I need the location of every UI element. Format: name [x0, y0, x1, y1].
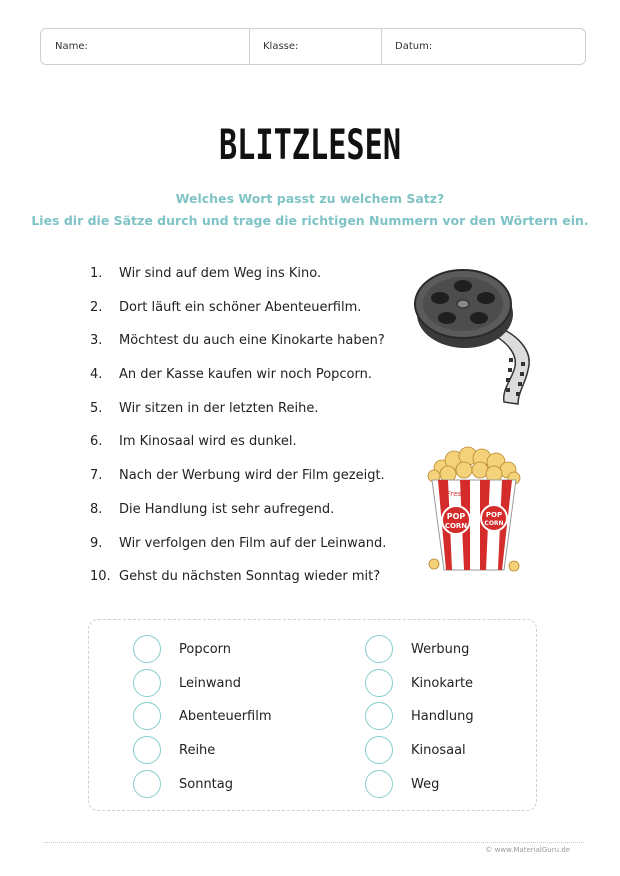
sentence-text: Wir sitzen in der letzten Reihe.: [119, 400, 319, 416]
sentence-text: Dort läuft ein schöner Abenteuerfilm.: [119, 299, 362, 315]
answer-circle[interactable]: [365, 635, 393, 663]
sentence-text: Im Kinosaal wird es dunkel.: [119, 434, 297, 450]
popcorn-icon: [424, 446, 524, 574]
sentence-item: [90, 401, 386, 435]
date-label: Datum:: [395, 41, 433, 52]
sentence-text: Möchtest du auch eine Kinokarte haben?: [119, 333, 385, 349]
answer-circle[interactable]: [133, 702, 161, 730]
sentence-item: [90, 434, 386, 468]
sentence-number: 5.: [90, 400, 103, 416]
sentence-text: Die Handlung ist sehr aufregend.: [119, 501, 335, 517]
word-label: Weg: [411, 776, 440, 792]
class-label: Klasse:: [263, 41, 299, 52]
word-item: [133, 668, 241, 698]
word-label: Kinosaal: [411, 742, 466, 758]
word-label: Sonntag: [179, 776, 233, 792]
word-label: Kinokarte: [411, 675, 474, 691]
word-item: [365, 668, 473, 698]
popcorn-brand-line1-right: POP: [485, 511, 503, 519]
word-label: Abenteuerfilm: [179, 708, 272, 724]
popcorn-brand-line1: POP: [446, 512, 466, 521]
word-label: Leinwand: [179, 675, 241, 691]
answer-circle[interactable]: [365, 669, 393, 697]
sentence-number: 6.: [90, 434, 103, 450]
sentence-number: 8.: [90, 501, 103, 517]
footer-copyright: © www.MaterialGuru.de: [485, 846, 570, 854]
sentence-number: 4.: [90, 367, 103, 383]
word-item: [133, 769, 233, 799]
sentence-number: 3.: [90, 333, 103, 349]
sentence-item: [90, 502, 386, 536]
instruction-text: Lies dir die Sätze durch und trage die richtigen Nummern vor den Wörtern ein.: [31, 213, 589, 228]
word-matching-box: [88, 619, 537, 811]
answer-circle[interactable]: [133, 669, 161, 697]
sentence-text: Nach der Werbung wird der Film gezeigt.: [119, 468, 385, 484]
word-item: [133, 701, 272, 731]
word-item: [133, 735, 215, 765]
answer-circle[interactable]: [365, 736, 393, 764]
sentence-item: [90, 468, 386, 502]
sentence-number: 2.: [90, 299, 103, 315]
name-label: Name:: [55, 41, 88, 52]
sentence-item: [90, 569, 386, 603]
word-label: Handlung: [411, 708, 474, 724]
sentence-text: Gehst du nächsten Sonntag wieder mit?: [119, 569, 381, 585]
word-item: [365, 769, 439, 799]
header-divider: [249, 29, 250, 64]
answer-circle[interactable]: [133, 736, 161, 764]
word-item: [365, 735, 466, 765]
sentence-item: [90, 536, 386, 570]
sentence-number: 10.: [90, 569, 111, 585]
header-box: [40, 28, 586, 65]
sentence-item: [90, 300, 386, 334]
sentence-item: [90, 367, 386, 401]
footer-divider: [44, 842, 584, 843]
header-divider: [381, 29, 382, 64]
word-item: [365, 701, 474, 731]
sentence-text: An der Kasse kaufen wir noch Popcorn.: [119, 367, 372, 383]
popcorn-brand-line2: CORN: [444, 522, 468, 530]
word-label: Reihe: [179, 742, 216, 758]
answer-circle[interactable]: [133, 635, 161, 663]
sentence-text: Wir sind auf dem Weg ins Kino.: [119, 266, 322, 281]
sentence-number: 9.: [90, 535, 103, 551]
popcorn-fresh-label: Fresh: [446, 490, 466, 498]
answer-circle[interactable]: [365, 702, 393, 730]
answer-circle[interactable]: [365, 770, 393, 798]
word-label: Werbung: [411, 641, 470, 657]
sentence-item: [90, 333, 386, 367]
instruction-question: Welches Wort passt zu welchem Satz?: [175, 191, 445, 206]
film-reel-icon: [410, 262, 530, 407]
sentence-list: [90, 266, 386, 603]
sentence-number: 7.: [90, 468, 103, 484]
popcorn-brand-line2-right: CORN: [484, 520, 504, 527]
sentence-text: Wir verfolgen den Film auf der Leinwand.: [119, 535, 387, 551]
page-title: BLITZLESEN: [218, 120, 402, 169]
answer-circle[interactable]: [133, 770, 161, 798]
word-item: [133, 634, 231, 664]
sentence-item: [90, 266, 386, 300]
sentence-number: 1.: [90, 266, 103, 281]
word-item: [365, 634, 469, 664]
word-label: Popcorn: [179, 641, 232, 657]
